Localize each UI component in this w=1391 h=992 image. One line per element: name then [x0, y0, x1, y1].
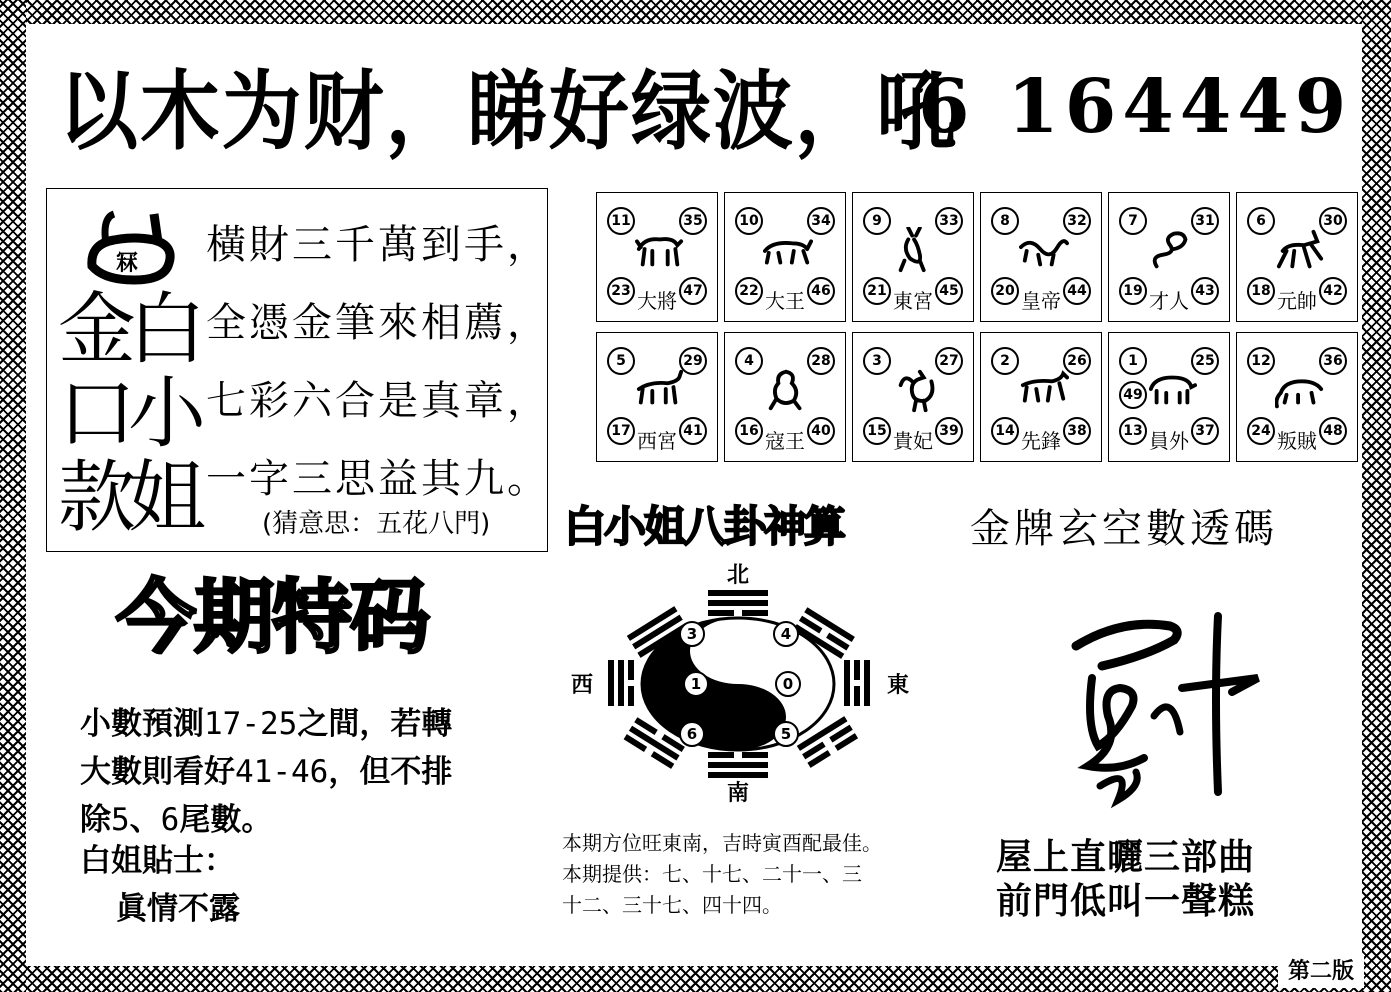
zodiac-number: 4 — [735, 347, 763, 375]
direction-east: 東 — [886, 673, 910, 698]
zodiac-name: 員外 — [1149, 429, 1189, 453]
zodiac-number: 33 — [935, 207, 963, 235]
trigram-west — [608, 660, 634, 706]
direction-north: 北 — [726, 563, 750, 588]
rat-icon — [1275, 367, 1325, 413]
zodiac-number: 40 — [807, 417, 835, 445]
zodiac-number: 25 — [1191, 347, 1219, 375]
zodiac-number: 39 — [935, 417, 963, 445]
zodiac-number: 22 — [735, 277, 763, 305]
direction-south: 南 — [726, 781, 750, 806]
logo-line-2: 口小 — [58, 369, 199, 459]
trigram-east — [844, 660, 870, 706]
direction-west: 西 — [570, 673, 594, 698]
zodiac-name: 元帥 — [1277, 289, 1317, 313]
tiger-icon — [763, 227, 813, 273]
zodiac-number: 7 — [1119, 207, 1147, 235]
rooster-icon — [891, 367, 941, 413]
wealth-glyph-icon — [1062, 596, 1262, 816]
decorative-border-top — [0, 0, 1391, 24]
zodiac-name: 先鋒 — [1021, 429, 1061, 453]
zodiac-number: 30 — [1319, 207, 1347, 235]
goat-icon — [635, 367, 685, 413]
decorative-border-right — [1362, 0, 1391, 992]
zodiac-name: 寇王 — [765, 429, 805, 453]
tip-text: ，但不排 — [328, 754, 453, 790]
zodiac-number: 32 — [1063, 207, 1091, 235]
bagua-title: 白小姐八卦神算 — [564, 502, 845, 551]
poem — [206, 206, 550, 518]
zodiac-name: 大將 — [637, 289, 677, 313]
tip-text: 之間，若轉 — [297, 706, 453, 742]
zodiac-cell — [724, 192, 846, 322]
tips-heading: 白姐貼士： — [80, 843, 235, 879]
zodiac-number: 11 — [607, 207, 635, 235]
zodiac-number: 2 — [991, 347, 1019, 375]
zodiac-number: 28 — [807, 347, 835, 375]
tip-text: 大數則看好 — [80, 754, 235, 790]
zodiac-cell — [1236, 332, 1358, 462]
pig-icon — [1147, 367, 1197, 413]
svg-text:5: 5 — [780, 725, 792, 743]
zodiac-name: 大王 — [765, 289, 805, 313]
trigram-south — [708, 752, 768, 778]
zodiac-name: 皇帝 — [1021, 289, 1061, 313]
tip-text: 尾數。 — [179, 802, 273, 838]
poem-line: 七彩六合是真章， — [206, 378, 550, 424]
bagua-note-line: 十二、三十七、四十四。 — [562, 893, 782, 917]
tip-line-1 — [80, 700, 520, 748]
zodiac-number: 27 — [935, 347, 963, 375]
tip-line-3 — [80, 796, 520, 844]
logo-line-3: 款姐 — [58, 453, 199, 543]
zodiac-number: 15 — [863, 417, 891, 445]
zodiac-number: 47 — [679, 277, 707, 305]
zodiac-number: 24 — [1247, 417, 1275, 445]
tip-line-2 — [80, 748, 520, 796]
zodiac-number: 48 — [1319, 417, 1347, 445]
zodiac-number: 37 — [1191, 417, 1219, 445]
rabbit-icon — [891, 227, 941, 273]
zodiac-grid — [596, 192, 1362, 464]
tip-range: 41-46 — [235, 754, 329, 790]
zodiac-number: 23 — [607, 277, 635, 305]
gold-riddle — [996, 836, 1316, 924]
top-numbers: 6 164449 — [918, 64, 1353, 150]
zodiac-number: 9 — [863, 207, 891, 235]
zodiac-name: 貴妃 — [893, 429, 933, 453]
monkey-icon — [763, 367, 813, 413]
svg-text:6: 6 — [686, 725, 698, 743]
zodiac-cell — [596, 332, 718, 462]
zodiac-number: 8 — [991, 207, 1019, 235]
zodiac-number: 36 — [1319, 347, 1347, 375]
gold-code-title: 金牌玄空數透碼 — [970, 506, 1278, 552]
tip-digit: 5 — [111, 802, 130, 838]
svg-text:冧: 冧 — [116, 251, 139, 276]
horse-icon — [1275, 227, 1325, 273]
zodiac-cell — [1108, 192, 1230, 322]
zodiac-cell — [1108, 332, 1230, 462]
bagua-note-line: 本期方位旺東南，吉時寅酉配最佳。 — [562, 831, 882, 855]
money-bag-icon — [84, 208, 184, 288]
zodiac-number: 44 — [1063, 277, 1091, 305]
zodiac-number: 29 — [679, 347, 707, 375]
zodiac-number: 10 — [735, 207, 763, 235]
gold-riddle-line-2: 前門低叫一聲糕 — [996, 881, 1256, 922]
tips-quote: 眞情不露 — [116, 891, 240, 927]
logo-text — [58, 285, 208, 543]
zodiac-number: 46 — [807, 277, 835, 305]
zodiac-number: 21 — [863, 277, 891, 305]
zodiac-number: 45 — [935, 277, 963, 305]
edition-label: 第二版 — [1278, 956, 1364, 988]
headline: 以木为财，睇好绿波，吼 — [58, 62, 959, 162]
zodiac-cell — [852, 192, 974, 322]
zodiac-name: 西宮 — [637, 429, 677, 453]
zodiac-cell — [980, 332, 1102, 462]
zodiac-number: 17 — [607, 417, 635, 445]
svg-text:1: 1 — [690, 675, 702, 693]
svg-text:0: 0 — [782, 675, 794, 693]
zodiac-number: 43 — [1191, 277, 1219, 305]
zodiac-number: 1 — [1119, 347, 1147, 375]
zodiac-number: 16 — [735, 417, 763, 445]
yin-yang-icon — [642, 618, 834, 750]
special-code-title: 今期特码 — [116, 571, 428, 664]
zodiac-number: 3 — [863, 347, 891, 375]
bagua-note — [562, 828, 942, 921]
snake-icon — [1147, 227, 1197, 273]
bagua-diagram — [560, 560, 930, 810]
decorative-border-bottom — [0, 966, 1391, 992]
zodiac-number: 14 — [991, 417, 1019, 445]
zodiac-number: 18 — [1247, 277, 1275, 305]
bagua-note-line: 本期提供：七、十七、二十一、三 — [562, 862, 862, 886]
zodiac-number: 5 — [607, 347, 635, 375]
decorative-border-left — [0, 0, 26, 992]
dog-icon — [1019, 367, 1069, 413]
riddle-hint: (猜意思：五花八門) — [262, 509, 491, 539]
zodiac-number: 35 — [679, 207, 707, 235]
zodiac-name: 東宮 — [893, 289, 933, 313]
zodiac-number: 12 — [1247, 347, 1275, 375]
zodiac-number: 38 — [1063, 417, 1091, 445]
tip-text: 除 — [80, 802, 111, 838]
zodiac-number: 20 — [991, 277, 1019, 305]
zodiac-number: 31 — [1191, 207, 1219, 235]
dragon-icon — [1019, 227, 1069, 273]
poem-line: 橫財三千萬到手， — [206, 222, 550, 268]
logo-line-1: 金白 — [58, 285, 199, 375]
zodiac-number: 19 — [1119, 277, 1147, 305]
zodiac-cell — [1236, 192, 1358, 322]
ox-icon — [635, 227, 685, 273]
zodiac-cell — [852, 332, 974, 462]
tip-text: 小數預測 — [80, 706, 204, 742]
tips-block — [80, 700, 520, 844]
zodiac-number: 6 — [1247, 207, 1275, 235]
svg-text:3: 3 — [686, 625, 698, 643]
tip-text: 、 — [129, 802, 161, 838]
zodiac-cell — [724, 332, 846, 462]
zodiac-number: 13 — [1119, 417, 1147, 445]
poem-line: 一字三思益其九。 — [206, 456, 550, 502]
poem-line: 全憑金筆來相薦， — [206, 300, 550, 346]
zodiac-number: 42 — [1319, 277, 1347, 305]
trigram-north — [708, 590, 768, 616]
zodiac-number: 41 — [679, 417, 707, 445]
zodiac-number: 49 — [1119, 381, 1147, 409]
tip-range: 17-25 — [204, 706, 298, 742]
svg-text:4: 4 — [780, 625, 792, 643]
zodiac-number: 26 — [1063, 347, 1091, 375]
zodiac-name: 才人 — [1149, 289, 1189, 313]
zodiac-cell — [596, 192, 718, 322]
zodiac-cell — [980, 192, 1102, 322]
zodiac-number: 34 — [807, 207, 835, 235]
tip-digit: 6 — [160, 802, 180, 838]
zodiac-name: 叛賊 — [1277, 429, 1317, 453]
gold-riddle-line-1: 屋上直曬三部曲 — [996, 837, 1256, 878]
